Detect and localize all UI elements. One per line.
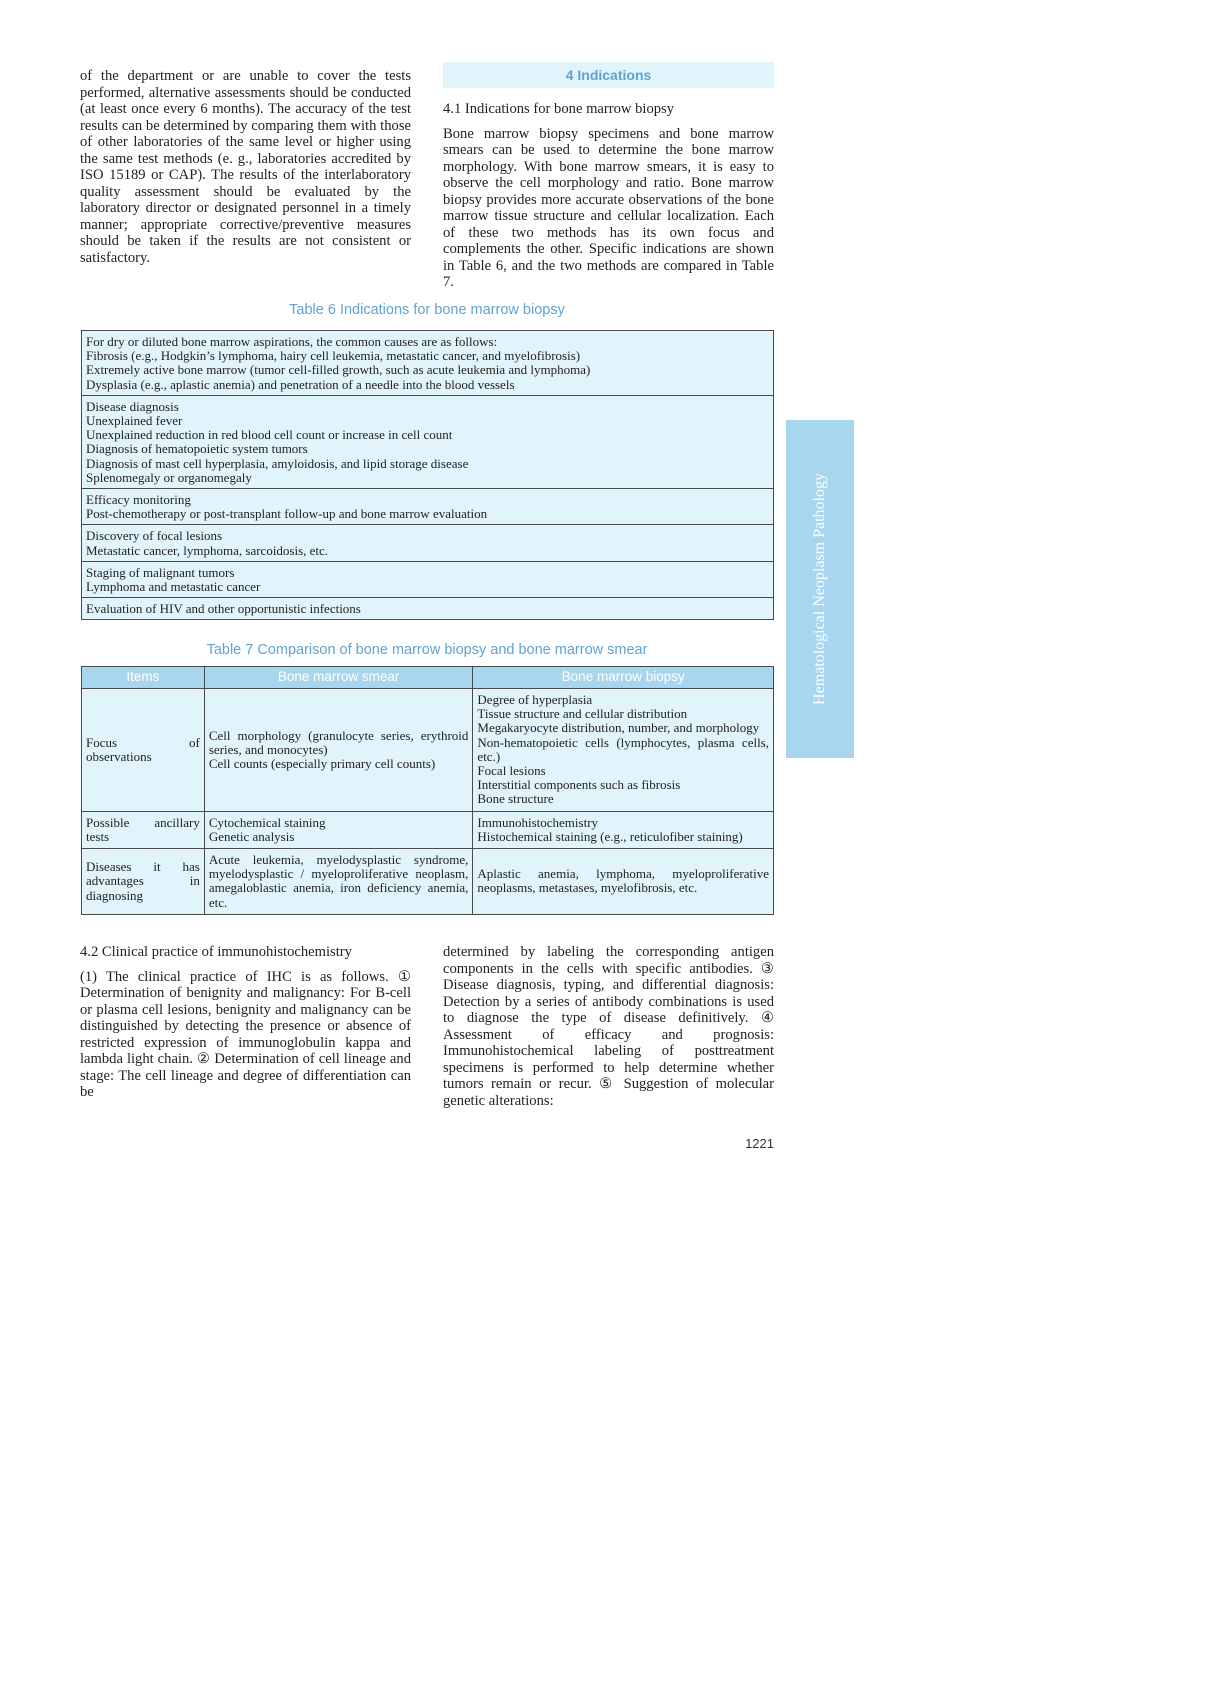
table7-item-cell: Diseases it has advantages in diagnosing <box>82 849 205 915</box>
table7-smear-line: Acute leukemia, myelodysplastic syndrome, myelodysplastic / myeloproliferative neoplasm, amegaloblastic anemia, iron deficiency anemia, etc. <box>208 852 469 910</box>
table7-biopsy-line: Histochemical staining (e.g., reticulofiber staining) <box>477 828 743 844</box>
table7-biopsy-cell <box>473 689 774 812</box>
table7-biopsy-line: Aplastic anemia, lymphoma, myeloproliferative neoplasms, metastases, myelofibrosis, etc. <box>477 866 769 896</box>
table7-row <box>82 689 774 812</box>
table6-title: Table 6 Indications for bone marrow biopsy <box>289 302 565 318</box>
table7-header-smear: Bone marrow smear <box>204 667 473 689</box>
paragraph-ihc-practice: (1) The clinical practice of IHC is as follows. ① Determination of benignity and malignancy: For B-cell or plasma cell lesions, benignity and malignancy can be distinguished by detecting the presence or absence of restricted expression of immunoglobulin kappa and lambda light chain. ② Determination of cell lineage and stage: The cell lineage and degree of differentiation can be <box>80 968 411 1100</box>
table7-biopsy-line: Focal lesions <box>477 763 546 779</box>
left-column-top <box>80 68 411 266</box>
table6-line: Dysplasia (e.g., aplastic anemia) and penetration of a needle into the blood vessels <box>86 376 515 392</box>
table6-line: For dry or diluted bone marrow aspirations, the common causes are as follows: <box>86 334 498 349</box>
section-heading: 4 Indications <box>443 62 774 88</box>
table6-row <box>82 525 774 561</box>
table6-row <box>82 598 774 620</box>
left-column-bottom <box>80 944 411 1101</box>
table7-header-row <box>82 667 774 689</box>
table6-row <box>82 395 774 488</box>
table7-smear-line: Genetic analysis <box>208 828 295 844</box>
side-tab-label: Hematological Neoplasm Pathology <box>811 473 828 705</box>
table6-cell <box>82 598 774 620</box>
table6-cell <box>82 561 774 597</box>
table7-header-items: Items <box>82 667 205 689</box>
table6-cell <box>82 489 774 525</box>
table7-header-biopsy: Bone marrow biopsy <box>473 667 774 689</box>
table7-item-cell: Possible ancillary tests <box>82 811 205 848</box>
table6-line: Lymphoma and metastatic cancer <box>86 579 261 595</box>
table6-line: Evaluation of HIV and other opportunistic infections <box>86 601 361 617</box>
page-number: 1221 <box>745 1136 774 1151</box>
table6-line: Diagnosis of hematopoietic system tumors <box>86 441 308 457</box>
table7-smear-cell <box>204 811 473 848</box>
table6-line: Efficacy monitoring <box>86 492 191 508</box>
table6-line: Diagnosis of mast cell hyperplasia, amyloidosis, and lipid storage disease <box>86 455 469 471</box>
table7-smear-cell <box>204 849 473 915</box>
table7-biopsy-line: Immunohistochemistry <box>477 814 599 830</box>
subsection-heading-4-1: 4.1 Indications for bone marrow biopsy <box>443 101 675 117</box>
table6-cell <box>82 331 774 396</box>
table7-smear-line: Cell morphology (granulocyte series, erythroid series, and monocytes) <box>208 727 469 757</box>
table7-biopsy-line: Degree of hyperplasia <box>477 692 593 707</box>
table7-smear-line: Cell counts (especially primary cell counts) <box>208 755 436 771</box>
table6-line: Extremely active bone marrow (tumor cell-filled growth, such as acute leukemia and lymphoma) <box>86 362 591 378</box>
table6-row <box>82 561 774 597</box>
table7-biopsy-cell <box>473 811 774 848</box>
right-column-bottom <box>443 944 774 1109</box>
table7-biopsy-line: Interstitial components such as fibrosis <box>477 777 681 793</box>
table7 <box>81 666 774 915</box>
table7-biopsy-line: Bone structure <box>477 791 554 807</box>
table6-line: Fibrosis (e.g., Hodgkin’s lymphoma, hairy cell leukemia, metastatic cancer, and myelofibrosis) <box>86 348 581 364</box>
table7-biopsy-line: Tissue structure and cellular distribution <box>477 706 688 722</box>
table6-cell <box>82 395 774 488</box>
table7-row <box>82 811 774 848</box>
table6-line: Splenomegaly or organomegaly <box>86 469 252 485</box>
table7-row <box>82 849 774 915</box>
table6-line: Metastatic cancer, lymphoma, sarcoidosis, etc. <box>86 542 329 558</box>
table7-smear-cell <box>204 689 473 812</box>
table6-row <box>82 331 774 396</box>
paragraph-ihc-continued: determined by labeling the corresponding antigen components in the cells with specific antibodies. ③ Disease diagnosis, typing, and differential diagnosis: Detection by a series of antibody combinations is used to diagnose the type of disease definitively. ④ Assessment of efficacy and prognosis: Immunohistochemical labeling of posttreatment specimens is performed to help determine whether tumors remain or recur. ⑤ Suggestion of molecular genetic alterations: <box>443 944 774 1109</box>
table6-cell <box>82 525 774 561</box>
subsection-heading-4-2: 4.2 Clinical practice of immunohistochemistry <box>80 944 352 960</box>
table6-line: Post-chemotherapy or post-transplant follow-up and bone marrow evaluation <box>86 506 488 522</box>
table6-line: Staging of malignant tumors <box>86 564 235 580</box>
side-tab <box>786 420 854 758</box>
table7-item-cell: Focus of observations <box>82 689 205 812</box>
table7-biopsy-line: Megakaryocyte distribution, number, and morphology <box>477 720 760 736</box>
paragraph-lab-assessment: of the department or are unable to cover the tests performed, alternative assessments should be conducted (at least once every 6 months). The accuracy of the test results can be determined by comparing them with those of other laboratories of the same level or higher using the same test methods (e. g., laboratories accredited by ISO 15189 or CAP). The results of the interlaboratory quality assessment should be evaluated by the laboratory director or designated personnel in a timely manner; appropriate corrective/preventive measures should be taken if the results are not consistent or satisfactory. <box>80 68 411 266</box>
table6 <box>81 330 774 620</box>
table7-biopsy-line: Non-hematopoietic cells (lymphocytes, plasma cells, etc.) <box>477 734 769 764</box>
table7-biopsy-cell <box>473 849 774 915</box>
right-column-top <box>443 62 774 291</box>
table7-smear-line: Cytochemical staining <box>208 814 326 830</box>
table6-row <box>82 489 774 525</box>
table6-line: Unexplained reduction in red blood cell count or increase in cell count <box>86 427 453 443</box>
paragraph-biopsy-intro: Bone marrow biopsy specimens and bone marrow smears can be used to determine the bone marrow morphology. With bone marrow smears, it is easy to observe the cell morphology and ratio. Bone marrow biopsy provides more accurate observations of the bone marrow tissue structure and cellular localization. Each of these two methods has its own focus and complements the other. Specific indications are shown in Table 6, and the two methods are compared in Table 7. <box>443 125 774 290</box>
table7-title: Table 7 Comparison of bone marrow biopsy and bone marrow smear <box>206 642 648 658</box>
table6-line: Discovery of focal lesions <box>86 528 223 544</box>
table6-line: Disease diagnosis <box>86 398 179 414</box>
table6-line: Unexplained fever <box>86 413 183 429</box>
